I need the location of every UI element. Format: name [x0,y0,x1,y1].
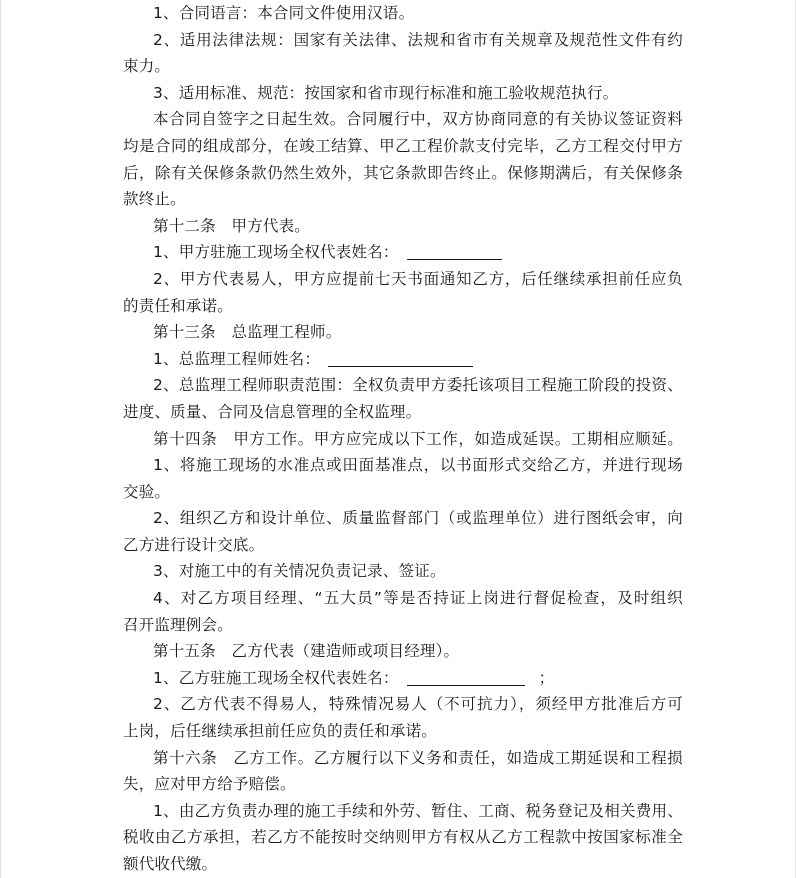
chief-supervisor-duties-cont: 进度、质量、合同及信息管理的全权监理。 [123,402,422,421]
party-a-work-2-cont: 乙方进行设计交底。 [123,535,265,554]
clause-effectiveness-cont-1: 均是合同的组成部分，在竣工结算、甲乙工程价款支付完毕，乙方工程交付甲方 [123,136,683,155]
article-15-heading: 第十五条 乙方代表（建造师或项目经理）。 [153,642,460,661]
party-a-representative-blank [407,242,502,260]
article-16-heading-cont: 失，应对甲方给予赔偿。 [123,775,296,794]
clause-effectiveness-cont-2: 后，除有关保修条款仍然生效外，其它条款即告终止。保修期满后，有关保修条 [123,163,683,182]
contract-document [123,0,683,878]
party-b-representative-change-cont: 上岗，后任继续承担前任应负的责任和承诺。 [123,722,438,741]
party-a-representative-change: 2、甲方代表易人，甲方应提前七天书面通知乙方，后任继续承担前任应负 [153,269,683,288]
party-a-work-1-cont: 交验。 [123,482,171,501]
party-b-work-1-cont-1: 税收由乙方承担，若乙方不能按时交纳则甲方有权从乙方工程款中按国家标准全 [123,828,683,847]
party-a-representative-name: 1、甲方驻施工现场全权代表姓名： [123,239,683,266]
article-13-heading: 第十三条 总监理工程师。 [153,323,342,342]
clause-applicable-law-cont: 束力。 [123,57,171,76]
party-a-work-3: 3、对施工中的有关情况负责记录、签证。 [153,562,446,581]
party-a-work-2: 2、组织乙方和设计单位、质量监督部门（或监理单位）进行图纸会审，向 [153,509,683,528]
party-b-work-1-cont-2: 额代收代缴。 [123,855,218,873]
article-14-heading: 第十四条 甲方工作。甲方应完成以下工作，如造成延误。工期相应顺延。 [153,429,683,448]
party-a-representative-change-cont: 的责任和承诺。 [123,296,233,315]
chief-supervisor-name: 1、总监理工程师姓名： [123,346,683,373]
chief-supervisor-duties: 2、总监理工程师职责范围：全权负责甲方委托该项目工程施工阶段的投资、 [153,376,683,395]
clause-contract-language: 1、合同语言：本合同文件使用汉语。 [153,4,415,22]
party-b-representative-blank [407,668,525,686]
article-16-heading: 第十六条 乙方工作。乙方履行以下义务和责任，如造成工期延误和工程损 [153,748,683,767]
clause-applicable-law: 2、适用法律法规：国家有关法律、法规和省市有关规章及规范性文件有约 [153,30,683,49]
party-b-work-1: 1、由乙方负责办理的施工手续和外劳、暂住、工商、税务登记及相关费用、 [153,801,683,820]
clause-effectiveness-cont-3: 款终止。 [123,190,186,209]
clause-effectiveness: 本合同自签字之日起生效。合同履行中，双方协商同意的有关协议签证资料 [153,110,683,129]
party-b-representative-name: 1、乙方驻施工现场全权代表姓名： ； [153,668,555,687]
party-a-work-1: 1、将施工现场的水准点或田面基准点，以书面形式交给乙方，并进行现场 [153,456,683,475]
chief-supervisor-blank [328,349,473,367]
party-b-representative-change: 2、乙方代表不得易人，特殊情况易人（不可抗力），须经甲方批准后方可 [153,695,683,714]
clause-applicable-standards: 3、适用标准、规范：按国家和省市现行标准和施工验收规范执行。 [153,83,619,102]
article-12-heading: 第十二条 甲方代表。 [153,216,311,235]
party-a-work-4: 4、对乙方项目经理、“五大员”等是否持证上岗进行督促检查，及时组织 [153,589,683,608]
party-a-work-4-cont: 召开监理例会。 [123,615,233,634]
